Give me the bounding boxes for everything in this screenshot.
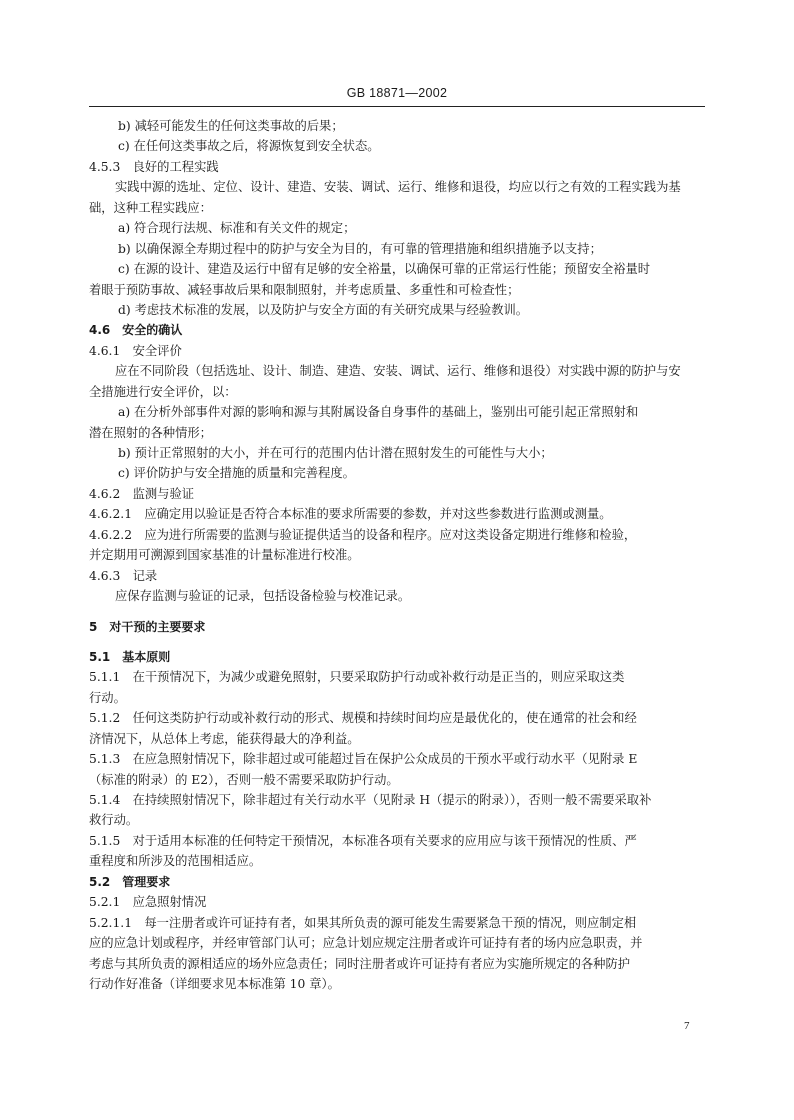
text-line: 济情况下，从总体上考虑，能获得最大的净利益。 <box>89 731 360 746</box>
text-line: d) 考虑技术标准的发展，以及防护与安全方面的有关研究成果与经验教训。 <box>118 302 529 317</box>
text-line: 4.6 安全的确认 <box>89 323 183 338</box>
text-line: 潜在照射的各种情形； <box>89 425 212 440</box>
spacer <box>89 637 705 647</box>
header-rule <box>89 106 705 107</box>
text-line: 4.6.1 安全评价 <box>89 343 182 358</box>
text-line: 实践中源的选址、定位、设计、建造、安装、调试、运行、维修和退役，均应以行之有效的工程实践为基 <box>115 180 681 195</box>
text-line: 并定期用可溯源到国家基准的计量标准进行校准。 <box>89 548 360 563</box>
text-line: 5.1.4 在持续照射情况下，除非超过有关行动水平（见附录 H（提示的附录）），否则一般不需要采取补 <box>89 793 652 807</box>
text-line: 4.6.3 记录 <box>89 568 158 583</box>
text-line: 5.2 管理要求 <box>89 874 171 889</box>
text-line: 应保存监测与验证的记录，包括设备检验与校准记录。 <box>115 589 411 604</box>
text-line: 着眼于预防事故、减轻事故后果和限制照射，并考虑质量、多重性和可检查性； <box>89 282 520 297</box>
text-line: 础，这种工程实践应： <box>89 200 212 215</box>
page-header: GB 18871—2002 <box>346 86 448 100</box>
text-line: 4.6.2.2 应为进行所需要的监测与验证提供适当的设备和程序。应对这类设备定期进行维修和检验， <box>89 527 637 542</box>
text-line: b) 以确保源全寿期过程中的防护与安全为目的，有可靠的管理措施和组织措施予以支持； <box>118 241 602 256</box>
text-line: 5.1.1 在干预情况下，为减少或避免照射，只要采取防护行动或补救行动是正当的，则应采取这类 <box>89 670 625 685</box>
text-line: 5.2.1.1 每一注册者或许可证持有者，如果其所负责的源可能发生需要紧急干预的情况，则应制定相 <box>89 915 637 930</box>
text-line: 救行动。 <box>89 813 139 828</box>
text-line: 考虑与其所负责的源相适应的场外应急责任；同时注册者或许可证持有者应为实施所规定的各种防护 <box>89 956 631 971</box>
text-line: 全措施进行安全评价，以： <box>89 384 237 399</box>
text-line: 5.1 基本原则 <box>89 649 171 664</box>
text-line: 行动。 <box>89 690 126 705</box>
text-line: b) 减轻可能发生的任何这类事故的后果； <box>118 119 344 133</box>
text-line: 5.1.2 任何这类防护行动或补救行动的形式、规模和持续时间均应是最优化的，使在通常的社会和经 <box>89 711 637 726</box>
text-line: 4.5.3 良好的工程实践 <box>89 159 219 174</box>
text-line: （标准的附录）的 E2），否则一般不需要采取防护行动。 <box>89 772 399 787</box>
text-line: 4.6.2.1 应确定用以验证是否符合本标准的要求所需要的参数，并对这些参数进行监测或测量。 <box>89 507 612 522</box>
spacer <box>89 607 705 617</box>
text-line: 行动作好准备（详细要求见本标准第 10 章）。 <box>89 976 340 991</box>
text-line: c) 在源的设计、建造及运行中留有足够的安全裕量，以确保可靠的正常运行性能；预留安全裕量时 <box>118 262 651 277</box>
text-line: a) 符合现行法规、标准和有关文件的规定； <box>118 221 356 236</box>
text-line: 4.6.2 监测与验证 <box>89 486 195 501</box>
document-body <box>89 116 705 994</box>
page-number: 7 <box>684 1020 690 1032</box>
text-line: 应的应急计划或程序，并经审管部门认可；应急计划应规定注册者或许可证持有者的场内应急职责，并 <box>89 936 643 951</box>
text-line: 5.1.5 对于适用本标准的任何特定干预情况，本标准各项有关要求的应用应与该干预情况的性质、严 <box>89 833 637 848</box>
text-line: b) 预计正常照射的大小，并在可行的范围内估计潜在照射发生的可能性与大小； <box>118 446 553 460</box>
text-line: 5.1.3 在应急照射情况下，除非超过或可能超过旨在保护公众成员的干预水平或行动水平（见附录 E <box>89 752 638 767</box>
text-line: 5 对干预的主要要求 <box>89 619 206 634</box>
text-line: a) 在分析外部事件对源的影响和源与其附属设备自身事件的基础上，鉴别出可能引起正常照射和 <box>118 405 639 420</box>
text-line: c) 在任何这类事故之后，将源恢复到安全状态。 <box>118 139 380 154</box>
text-line: c) 评价防护与安全措施的质量和完善程度。 <box>118 466 355 481</box>
text-line: 重程度和所涉及的范围相适应。 <box>89 854 262 869</box>
text-line: 应在不同阶段（包括选址、设计、制造、建造、安装、调试、运行、维修和退役）对实践中源的防护与安 <box>115 364 681 379</box>
text-line: 5.2.1 应急照射情况 <box>89 895 207 910</box>
